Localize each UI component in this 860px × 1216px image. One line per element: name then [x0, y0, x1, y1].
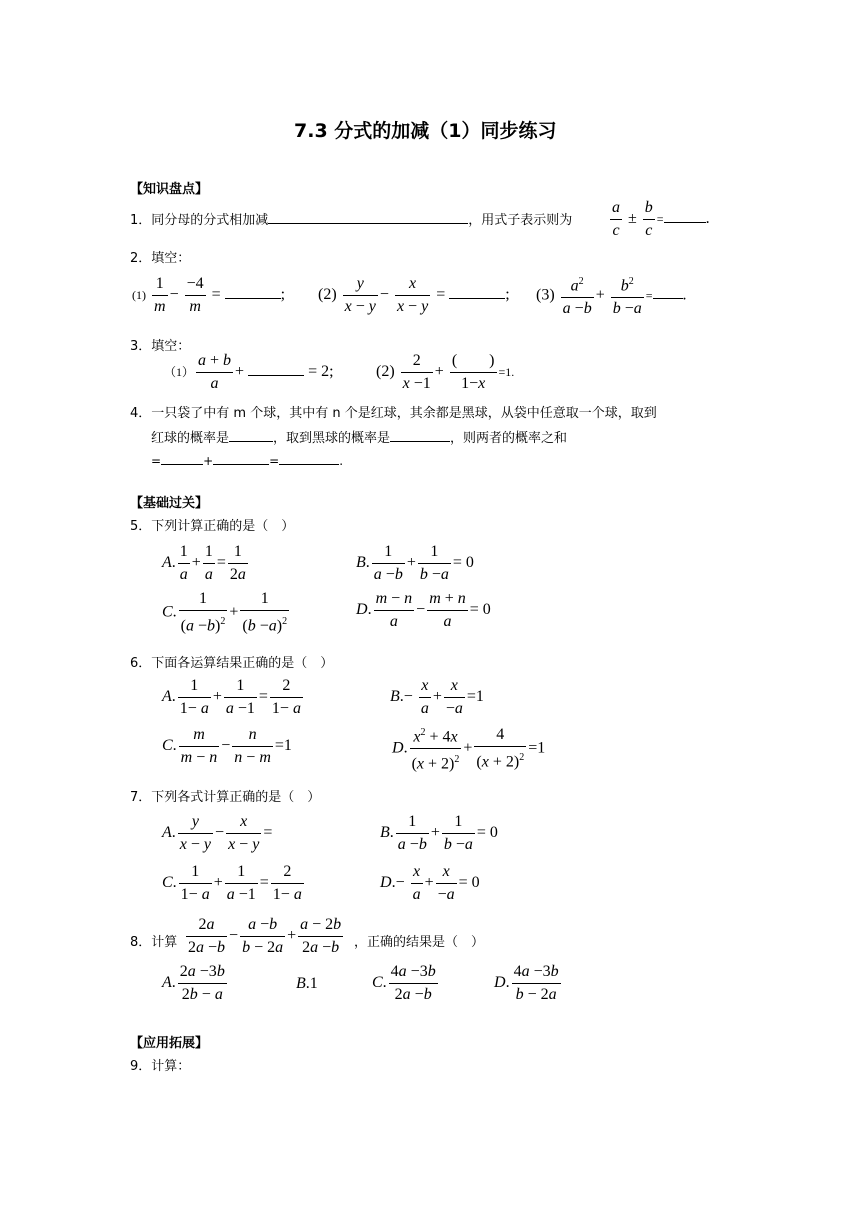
q5-option-c: C. $\frac{1}{(a -b)^2}$ + $\frac{1}{(b -a)^2}$	[162, 590, 288, 635]
question-7	[130, 786, 320, 805]
q3-text: 填空：	[151, 339, 191, 354]
q6-option-d: D. $\frac{x^2 + 4x}{(x + 2)^2}$ + $\frac{4}{(x + 2)^2}$ =1	[392, 723, 545, 775]
q2-part-2: (2) $\frac{y}{x - y}$ − $\frac{x}{x - y}$ = ;	[318, 275, 510, 315]
q5-option-b: B. $\frac{1}{a -b}$ + $\frac{1}{b -a}$ = 0	[356, 543, 474, 583]
q7-option-a: A. $\frac{y}{x - y}$ − $\frac{x}{x - y}$ =	[162, 813, 273, 853]
question-1	[130, 209, 572, 228]
q5-number: 5．	[130, 519, 152, 534]
q1-number: 1．	[130, 213, 152, 228]
q5-option-a: A. $\frac{1}{a}$ + $\frac{1}{a}$ = $\frac{1}{2a}$	[162, 543, 246, 583]
q2-text: 填空：	[151, 251, 191, 266]
q3-number: 3．	[130, 339, 152, 354]
q7-text: 下列各式计算正确的是（ ）	[151, 790, 321, 805]
q4-text-2c: ，则两者的概率之和	[450, 431, 568, 446]
q7-number: 7．	[130, 790, 152, 805]
q4-text-2a: 红球的概率是	[151, 431, 230, 446]
q7-option-d: D.− $\frac{x}{a}$ + $\frac{x}{-a}$ = 0	[380, 863, 480, 903]
q1-mid: ，用式子表示则为	[468, 213, 573, 228]
q4-text-2b: ，取到黑球的概率是	[273, 431, 391, 446]
section-basic-heading: 【基础过关】	[130, 496, 209, 511]
question-4-line-2	[151, 427, 567, 446]
q9-text: 计算：	[151, 1059, 191, 1074]
q9-number: 9．	[130, 1059, 152, 1074]
q6-text: 下面各运算结果正确的是（ ）	[151, 656, 334, 671]
q1-blank-1	[268, 209, 468, 224]
q6-option-a: A. $\frac{1}{1- a}$ + $\frac{1}{a -1}$ = $\frac{2}{1- a}$	[162, 677, 301, 717]
q3-part-2: (2) $\frac{2}{x -1}$ + $\frac{( )}{1-x}$ =1.	[376, 352, 515, 392]
q8-number: 8．	[130, 935, 152, 950]
q8-option-c: C. $\frac{4a -3b}{2a -b}$	[372, 963, 436, 1003]
q8-tail: ，正确的结果是（ ）	[354, 935, 485, 950]
page-title: 7.3 分式的加减（1）同步练习	[294, 120, 557, 142]
q2-number: 2．	[130, 251, 152, 266]
q5-text: 下列计算正确的是（ ）	[151, 519, 295, 534]
q6-number: 6．	[130, 656, 152, 671]
q6-option-b: B.− $\frac{x}{a}$ + $\frac{x}{-a}$ =1	[390, 677, 484, 717]
q8-expression: $\frac{2a}{2a -b}$ − $\frac{a -b}{b - 2a}$ + $\frac{a - 2b}{2a -b}$	[188, 916, 342, 956]
q1-text: 同分母的分式相加减	[151, 213, 269, 228]
q1-formula: $\frac{a}{c}$ ± $\frac{b}{c}$ = .	[612, 199, 710, 239]
q4-number: 4．	[130, 406, 152, 421]
question-2	[130, 247, 190, 266]
question-5	[130, 515, 294, 534]
q2-part-3: (3) $\frac{a^2}{a -b}$ + $\frac{b^2}{b -a}$ = .	[536, 272, 687, 319]
question-8-prefix	[130, 931, 177, 950]
q8-option-a: A. $\frac{2a -3b}{2b - a}$	[162, 963, 225, 1003]
q8-text: 计算	[151, 935, 178, 950]
question-9	[130, 1055, 190, 1074]
section-apply-heading: 【应用拓展】	[130, 1036, 209, 1051]
question-4-line-1	[130, 402, 657, 421]
question-6	[130, 652, 333, 671]
question-4-line-3: = + = .	[151, 450, 343, 468]
q8-option-d: D. $\frac{4a -3b}{b - 2a}$	[494, 963, 559, 1003]
q4-text-1: 一只袋了中有 m 个球，其中有 n 个是红球，其余都是黑球，从袋中任意取一个球，取到	[151, 406, 657, 421]
q3-part-1: （1） $\frac{a + b}{a}$ + = 2;	[164, 352, 334, 392]
q7-option-c: C. $\frac{1}{1- a}$ + $\frac{1}{a -1}$ = $\frac{2}{1- a}$	[162, 863, 302, 903]
section-knowledge-heading: 【知识盘点】	[130, 182, 209, 197]
q2-part-1: (1) $\frac{1}{m}$ − $\frac{-4}{m}$ = ;	[132, 275, 286, 315]
q6-option-c: C. $\frac{m}{m - n}$ − $\frac{n}{n - m}$ =1	[162, 726, 292, 766]
q5-option-d: D. $\frac{m - n}{a}$ − $\frac{m + n}{a}$ = 0	[356, 590, 491, 630]
q8-option-b: B.1	[296, 975, 318, 992]
q7-option-b: B. $\frac{1}{a -b}$ + $\frac{1}{b -a}$ = 0	[380, 813, 498, 853]
